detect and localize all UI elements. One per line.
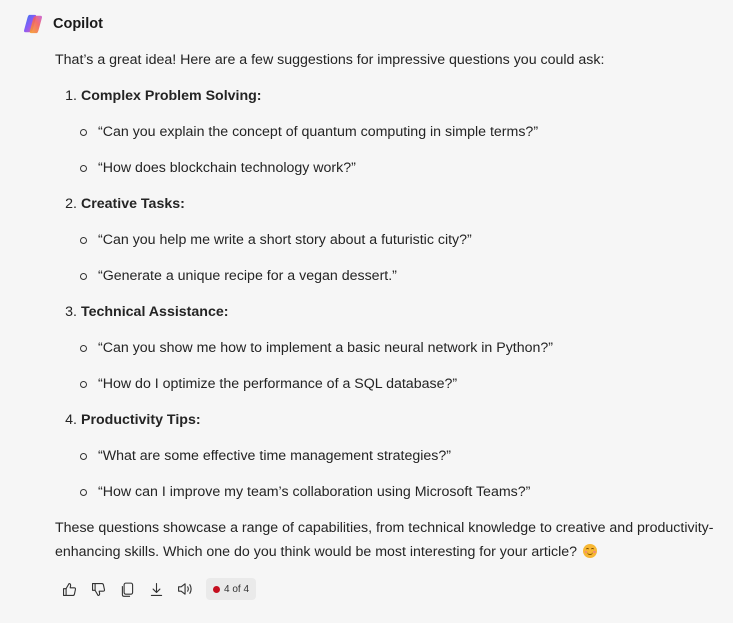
suggestion-item bbox=[55, 120, 733, 144]
suggestion-text: “What are some effective time management strategies?” bbox=[98, 448, 452, 464]
thumbs-down-icon bbox=[90, 581, 107, 598]
list-number: 3. bbox=[65, 304, 77, 320]
bullet-circle-icon bbox=[80, 345, 87, 352]
chat-message bbox=[55, 48, 733, 564]
author-name: Copilot bbox=[53, 16, 103, 32]
bullet-circle-icon bbox=[80, 129, 87, 136]
bullet-circle-icon bbox=[80, 381, 87, 388]
copy-icon bbox=[119, 581, 136, 598]
section-title: Technical Assistance: bbox=[81, 304, 229, 320]
copy-button[interactable] bbox=[118, 578, 137, 600]
list-number: 2. bbox=[65, 196, 77, 212]
suggestion-text: “Generate a unique recipe for a vegan dessert.” bbox=[98, 268, 397, 284]
bullet-circle-icon bbox=[80, 489, 87, 496]
suggestion-item bbox=[55, 264, 733, 288]
message-outro bbox=[55, 516, 733, 564]
suggestion-text: “Can you show me how to implement a basic neural network in Python?” bbox=[98, 340, 554, 356]
message-intro: That’s a great idea! Here are a few suggestions for impressive questions you could ask: bbox=[55, 52, 605, 68]
list-item-heading bbox=[55, 84, 733, 108]
section-title: Complex Problem Solving: bbox=[81, 88, 262, 104]
speaker-icon bbox=[176, 580, 195, 598]
smiling-face-emoji-icon bbox=[583, 544, 597, 558]
dislike-button[interactable] bbox=[89, 578, 108, 600]
outro-text: These questions showcase a range of capabilities, from technical knowledge to creative and productivity-enhancing skills. Which one do you think would be most interesting for your article? bbox=[55, 520, 714, 560]
suggestion-text: “Can you explain the concept of quantum computing in simple terms?” bbox=[98, 124, 539, 140]
list-number: 1. bbox=[65, 88, 77, 104]
list-item-heading bbox=[55, 408, 733, 432]
copilot-logo-icon bbox=[22, 13, 44, 35]
message-header bbox=[22, 13, 103, 35]
suggestion-text: “How can I improve my team’s collaboration using Microsoft Teams?” bbox=[98, 484, 531, 500]
read-aloud-button[interactable] bbox=[176, 578, 195, 600]
message-actions bbox=[60, 578, 256, 600]
like-button[interactable] bbox=[60, 578, 79, 600]
section-title: Creative Tasks: bbox=[81, 196, 185, 212]
status-dot-icon bbox=[213, 586, 220, 593]
suggestion-item bbox=[55, 372, 733, 396]
bullet-circle-icon bbox=[80, 165, 87, 172]
suggestion-item bbox=[55, 228, 733, 252]
suggestion-text: “How do I optimize the performance of a SQL database?” bbox=[98, 376, 458, 392]
suggestion-item bbox=[55, 156, 733, 180]
suggestion-item bbox=[55, 444, 733, 468]
section-title: Productivity Tips: bbox=[81, 412, 201, 428]
list-item-heading bbox=[55, 192, 733, 216]
bullet-circle-icon bbox=[80, 273, 87, 280]
suggestion-text: “How does blockchain technology work?” bbox=[98, 160, 356, 176]
suggestion-text: “Can you help me write a short story about a futuristic city?” bbox=[98, 232, 472, 248]
bullet-circle-icon bbox=[80, 453, 87, 460]
bullet-circle-icon bbox=[80, 237, 87, 244]
list-item-heading bbox=[55, 300, 733, 324]
thumbs-up-icon bbox=[61, 581, 78, 598]
export-button[interactable] bbox=[147, 578, 166, 600]
suggestion-item bbox=[55, 480, 733, 504]
suggestion-item bbox=[55, 336, 733, 360]
list-number: 4. bbox=[65, 412, 77, 428]
page-indicator-text: 4 of 4 bbox=[224, 583, 250, 595]
download-icon bbox=[148, 581, 165, 598]
response-page-indicator[interactable] bbox=[206, 578, 256, 600]
